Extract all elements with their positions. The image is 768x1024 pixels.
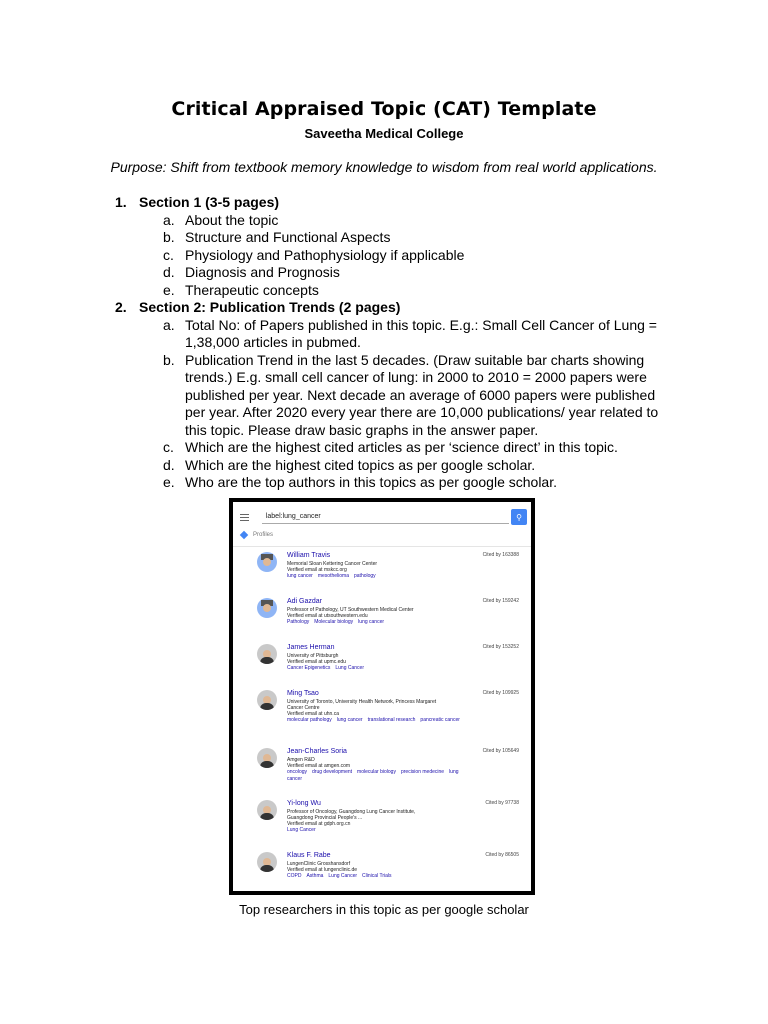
profile-info xyxy=(287,644,477,672)
profile-tags xyxy=(287,717,477,724)
profile-name-link[interactable]: Adi Gazdar xyxy=(287,598,323,605)
profile-name-link[interactable]: Jean-Charles Soria xyxy=(287,748,347,755)
item-text: Which are the highest cited articles as per ‘science direct’ in this topic. xyxy=(185,439,618,455)
avatar[interactable] xyxy=(257,852,277,872)
avatar[interactable] xyxy=(257,748,277,768)
list-item xyxy=(115,282,675,300)
profile-tag-link[interactable]: molecular biology xyxy=(357,769,396,775)
cited-by-count: Cited by 159242 xyxy=(482,598,519,604)
profiles-header xyxy=(241,532,273,538)
profile-tag-link[interactable]: Lung Cancer xyxy=(328,873,358,879)
section-heading xyxy=(115,299,675,317)
section-number: 2. xyxy=(115,299,127,315)
profile-tag-link[interactable]: lung cancer xyxy=(287,573,313,579)
profile-tags xyxy=(287,665,477,672)
avatar[interactable] xyxy=(257,690,277,710)
menu-icon[interactable] xyxy=(240,514,254,521)
item-letter: b. xyxy=(163,229,175,245)
item-text: Structure and Functional Aspects xyxy=(185,229,391,245)
profile-affiliation: Cancer Centre xyxy=(287,705,320,711)
cited-by-count: Cited by 109925 xyxy=(482,690,519,696)
profile-info xyxy=(287,552,477,580)
profile-tags xyxy=(287,573,477,580)
profile-affiliation: Professor of Oncology, Guangdong Lung Cancer Institute, xyxy=(287,809,416,815)
divider xyxy=(233,546,531,547)
profile-affiliation: Verified email at upmc.edu xyxy=(287,659,346,665)
profile-tag-link[interactable]: drug development xyxy=(312,769,353,775)
profile-tag-link[interactable]: pathology xyxy=(354,573,376,579)
profile-info xyxy=(287,852,477,880)
profile-tags xyxy=(287,619,477,626)
list-item xyxy=(115,212,675,230)
item-letter: c. xyxy=(163,246,174,263)
cited-by-count: Cited by 105649 xyxy=(482,748,519,754)
profile-info xyxy=(287,748,477,783)
item-text: Total No: of Papers published in this topic. E.g.: Small Cell Cancer of Lung = 1,38,000 articles in pubmed. xyxy=(185,316,657,350)
profile-affiliation: Memorial Sloan Kettering Cancer Center xyxy=(287,561,378,567)
profile-affiliation: Verified email at lungenclinic.de xyxy=(287,867,358,873)
section-title: Section 2: Publication Trends (2 pages) xyxy=(139,299,401,315)
item-letter: a. xyxy=(163,211,175,228)
cited-by-count: Cited by 153252 xyxy=(482,644,519,650)
profile-tag-link[interactable]: lung cancer xyxy=(358,619,385,625)
avatar[interactable] xyxy=(257,800,277,820)
profile-affiliation: Verified email at amgen.com xyxy=(287,763,351,769)
profile-tag-link[interactable]: pancreatic cancer xyxy=(420,717,460,723)
list-item xyxy=(115,264,675,282)
cited-by-count: Cited by 97738 xyxy=(485,800,519,806)
item-text: Physiology and Pathophysiology if applicable xyxy=(185,246,465,263)
sections-list xyxy=(115,194,675,492)
avatar[interactable] xyxy=(257,598,277,618)
profile-tags xyxy=(287,873,477,880)
search-input[interactable]: label:lung_cancer xyxy=(262,510,509,524)
profile-affiliation: Guangdong Provincial People's ... xyxy=(287,815,363,821)
page-subtitle: Saveetha Medical College xyxy=(304,126,464,141)
profile-info xyxy=(287,800,477,834)
item-text: Therapeutic concepts xyxy=(185,281,319,298)
profile-name-link[interactable]: Klaus F. Rabe xyxy=(287,852,331,859)
list-item xyxy=(115,474,675,492)
list-item xyxy=(115,317,675,352)
profile-affiliation: University of Pittsburgh xyxy=(287,653,339,659)
cited-by-count: Cited by 163388 xyxy=(482,552,519,558)
profile-tag-link[interactable]: COPD xyxy=(287,873,302,879)
profile-affiliation: University of Toronto, University Health Network, Princess Margaret xyxy=(287,699,437,705)
item-letter: d. xyxy=(163,456,175,473)
profile-info xyxy=(287,598,477,626)
profile-tag-link[interactable]: Molecular biology xyxy=(314,619,354,625)
profiles-label: Profiles xyxy=(253,532,274,538)
item-text: About the topic xyxy=(185,211,279,228)
page-title: Critical Appraised Topic (CAT) Template xyxy=(171,98,597,120)
item-text: Diagnosis and Prognosis xyxy=(185,264,340,280)
item-letter: b. xyxy=(163,351,175,368)
profile-tag-link[interactable]: Lung Cancer xyxy=(335,665,364,671)
purpose-statement: Purpose: Shift from textbook memory knowledge to wisdom from real world applications. xyxy=(110,159,658,175)
item-letter: c. xyxy=(163,439,174,455)
item-text: Which are the highest cited topics as per google scholar. xyxy=(185,456,536,473)
profile-affiliation: Professor of Pathology, UT Southwestern Medical Center xyxy=(287,607,414,613)
list-item xyxy=(115,439,675,457)
list-item xyxy=(115,229,675,247)
item-text: Publication Trend in the last 5 decades. (Draw suitable bar charts showing trends.) E.g. small cell cancer of lung: in 2000 to 2010 = 2000 papers were published per year. Next decade an average of 6000 papers were published per year. After 2020 every year there are 10,000 publications/ year related to this topic. Please draw basic graphs in the answer paper. xyxy=(185,351,659,438)
profile-name-link[interactable]: Yi-long Wu xyxy=(287,800,321,807)
profile-affiliation: Verified email at uhn.ca xyxy=(287,711,339,717)
item-letter: e. xyxy=(163,281,175,298)
scholar-topbar xyxy=(237,508,527,526)
section-number: 1. xyxy=(115,194,127,210)
profile-tag-link[interactable]: lung cancer xyxy=(336,717,363,723)
item-letter: e. xyxy=(163,474,175,490)
scholar-page xyxy=(233,502,531,891)
profile-tag-link[interactable]: molecular pathology xyxy=(287,717,332,723)
section-heading xyxy=(115,194,675,212)
profile-tags xyxy=(287,769,477,783)
search-button[interactable] xyxy=(511,509,527,525)
item-letter: d. xyxy=(163,264,175,280)
profile-tags xyxy=(287,827,477,834)
section-title: Section 1 (3-5 pages) xyxy=(139,194,280,210)
profile-tag-link[interactable]: Cancer Epigenetics xyxy=(287,665,331,671)
list-item xyxy=(115,457,675,475)
profile-tag-link[interactable]: Clinical Trials xyxy=(362,873,392,879)
scholar-screenshot xyxy=(229,498,535,895)
cited-by-count: Cited by 86505 xyxy=(485,852,519,858)
avatar[interactable] xyxy=(257,644,277,664)
profile-tag-link[interactable]: precision medecine xyxy=(400,769,445,775)
profiles-icon xyxy=(240,531,248,539)
profile-info xyxy=(287,690,477,724)
profile-name-link[interactable]: James Herman xyxy=(287,644,335,651)
list-item xyxy=(115,247,675,265)
profile-name-link[interactable]: Ming Tsao xyxy=(287,690,319,697)
item-text: Who are the top authors in this topics as per google scholar. xyxy=(185,474,557,490)
profile-affiliation: Amgen R&D xyxy=(287,757,315,763)
profile-affiliation: Verified email at utsouthwestern.edu xyxy=(287,613,368,619)
avatar[interactable] xyxy=(257,552,277,572)
figure-caption: Top researchers in this topic as per google scholar xyxy=(239,902,529,917)
profile-tag-link[interactable]: translational research xyxy=(367,717,416,723)
profile-tag-link[interactable]: Asthma xyxy=(306,873,324,879)
profile-tag-link[interactable]: Pathology xyxy=(287,619,310,625)
profile-tag-link[interactable]: mesothelioma xyxy=(317,573,349,579)
search-icon: ⚲ xyxy=(516,512,523,522)
profile-affiliation: LungenClinic Grosshansdorf xyxy=(287,861,351,867)
profile-tag-link[interactable]: Lung Cancer xyxy=(287,827,316,833)
profile-tag-link[interactable]: lung cancer xyxy=(287,769,459,782)
item-letter: a. xyxy=(163,316,175,333)
profile-tag-link[interactable]: oncology xyxy=(287,769,308,775)
list-item xyxy=(115,352,675,440)
profile-name-link[interactable]: William Travis xyxy=(287,552,331,559)
profile-affiliation: Verified email at mskcc.org xyxy=(287,567,347,573)
profile-affiliation: Verified email at gdph.org.cn xyxy=(287,821,351,827)
